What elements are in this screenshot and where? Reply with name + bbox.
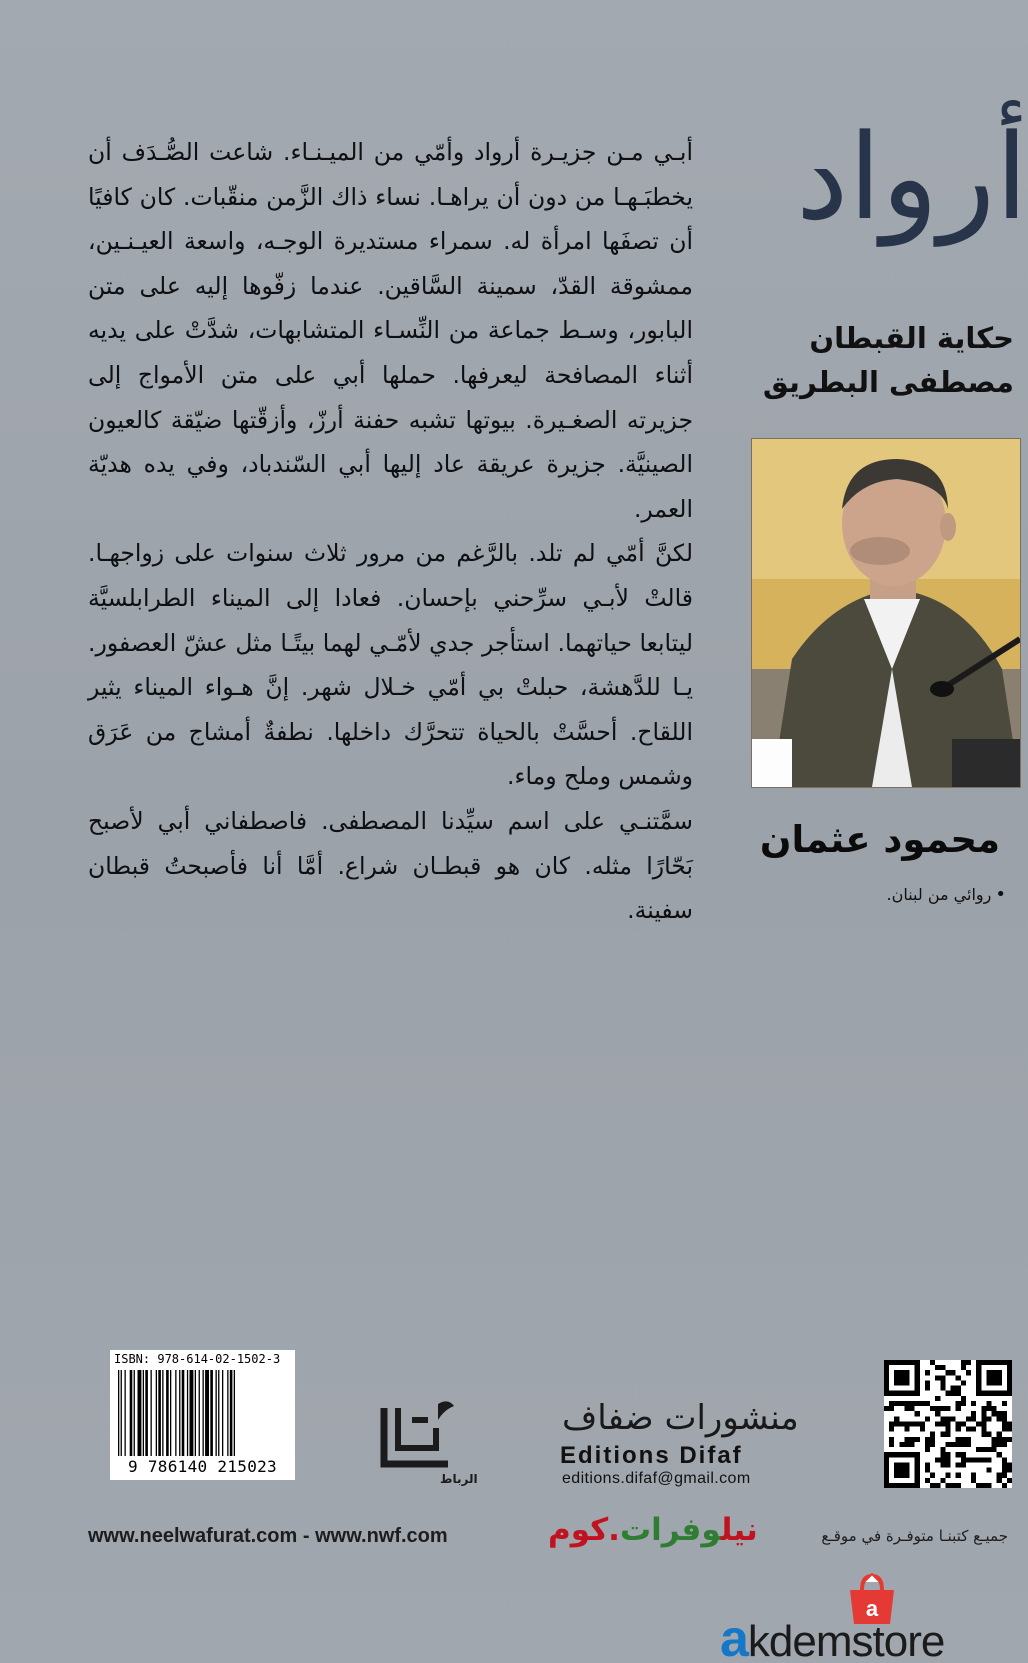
svg-text:a: a	[865, 1596, 879, 1621]
subtitle-line-2: مصطفى البطريق	[762, 365, 1014, 399]
author-bio-text: روائي من لبنان.	[886, 885, 992, 904]
bullet-icon: •	[995, 884, 1006, 905]
barcode-digits: 9 786140 215023	[128, 1457, 277, 1476]
footer-urls: www.neelwafurat.com - www.nwf.com	[88, 1525, 448, 1547]
neelwafurat-logo	[548, 1512, 758, 1548]
blurb-paragraph-2: لكنَّ أمّي لم تلد. بالرَّغم من مرور ثلاث سنوات على زواجهـا. قالتْ لأبـي سرِّحني بإحسان. فعادا إلى الميناء الطرابلسيَّة ليتابعا حياتهما. استأجر جدي لأمّـي لهما بيتًـا مثل عشّ العصفور. يـا للدَّهشة، حبلتْ بي أمّي خـلال شهر. إنَّ هـواء الميناء يثير اللقاح. أحسَّتْ بالحياة تتحرَّك داخلها. نطفةٌ أمشاج من عَرَق وشمس وملح وماء.	[88, 539, 693, 791]
akdemstore-watermark	[720, 1610, 945, 1663]
blurb-paragraph-3: سمَّتنـي على اسم سيِّدنا المصطفى. فاصطفاني أبي لأصبح بَحّارًا مثله. كان هو قبطـان شراع. أمَّا أنا فأصبحتُ قبطان سفينة.	[88, 806, 693, 925]
author-name: محمود عثمان	[759, 818, 1000, 861]
nwf-word-3: .كوم	[548, 1512, 620, 1548]
author-bio	[887, 884, 1006, 905]
book-title: أرواد	[795, 108, 1028, 246]
book-subtitle	[724, 316, 1014, 404]
nwf-word-1: نيل	[720, 1512, 758, 1548]
blurb-paragraph-1: أبـي مـن جزيـرة أرواد وأمّي من الميـنـاء. شاعت الصُّـدَف أن يخطبَـهـا من دون أن يراهـا. نساء ذاك الزَّمن منقّبات. كان كافيًا أن تصفَها امرأة له. سمراء مستديرة الوجـه، واسعة العيـنـين، ممشوقة القدّ، سمينة السَّاقين. عندما زفّوها إليه على متن البابور، وسـط جماعة من النِّسـاء المتشابهات، شدَّتْ على يديه أثناء المصافحة ليعرفها. حملها أبي على متن الأمواج إلى جزيرته الصغـيرة. بيوتها تشبه حفنة أرزّ، وأزقّتها ضيّقة كالعيون الصينيَّة. جزيرة عريقة عاد إليها أبي السّندباد، وفي يده هديّة العمر.	[88, 138, 693, 523]
difaf-latin-name: Editions Difaf	[560, 1442, 743, 1469]
publisher-city: الرباط	[440, 1472, 478, 1486]
nwf-word-2: وفرات	[619, 1512, 721, 1548]
isbn-barcode	[110, 1350, 295, 1480]
blurb-text	[88, 130, 693, 933]
difaf-email: editions.difaf@gmail.com	[562, 1470, 751, 1487]
difaf-arabic-name: منشورات ضفاف	[562, 1398, 799, 1438]
qr-code	[884, 1360, 1012, 1488]
store-logo-rest: kdemstore	[747, 1617, 945, 1663]
subtitle-line-1: حكاية القبطان	[809, 321, 1014, 355]
isbn-label: ISBN: 978-614-02-1502-3	[114, 1352, 281, 1366]
footer-availability-note: جميـع كتبنـا متوفـرة في موقـع	[821, 1527, 1008, 1545]
author-photo	[751, 438, 1021, 788]
barcode-bars	[116, 1370, 289, 1456]
store-logo-a: a	[720, 1610, 748, 1663]
